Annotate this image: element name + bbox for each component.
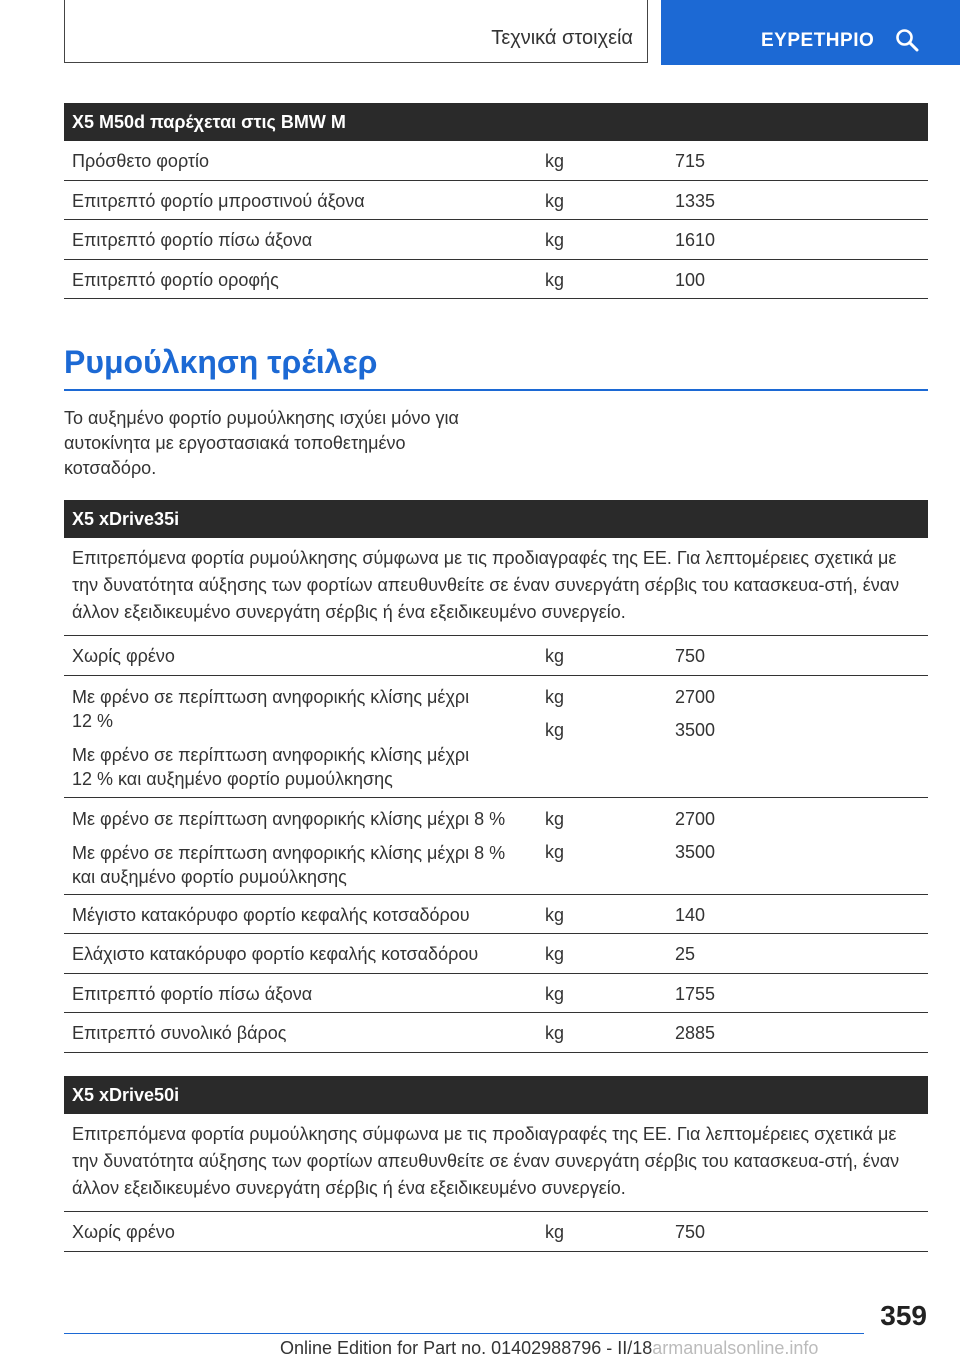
table-row — [64, 141, 928, 181]
table-row — [64, 934, 928, 974]
label-line: Με φρένο σε περίπτωση ανηφορικής κλίσης μέχρι 8 % — [72, 842, 506, 863]
row-unit: kg — [545, 230, 565, 250]
table-row — [64, 636, 928, 676]
table-row — [64, 1013, 928, 1053]
row-value: 1755 — [675, 983, 716, 1004]
table-row — [64, 181, 928, 221]
tab-index-label: ΕΥΡΕΤΗΡΙΟ — [761, 30, 875, 51]
footer-divider — [64, 1333, 864, 1334]
row-unit: kg — [545, 269, 565, 290]
unit-line: kg — [545, 841, 565, 862]
row-label: Ελάχιστο κατακόρυφο φορτίο κεφαλής κοτσαδόρου — [72, 944, 479, 964]
row-unit: kg — [545, 1222, 565, 1242]
page-number: 359 — [880, 1300, 927, 1331]
label-line: Με φρένο σε περίπτωση ανηφορικής κλίσης μέχρι 8 % — [72, 808, 506, 829]
unit-line: kg — [545, 808, 565, 829]
label-line: και αυξημένο φορτίο ρυμούλκησης — [72, 866, 347, 887]
row-value: 750 — [675, 646, 706, 666]
table-row — [64, 220, 928, 260]
row-unit: kg — [545, 190, 565, 211]
table-row — [64, 260, 928, 300]
row-label: Πρόσθετο φορτίο — [72, 151, 210, 171]
row-label: Επιτρεπτό συνολικό βάρος — [72, 1023, 287, 1043]
watermark-text: armanualsonline.info — [652, 1338, 819, 1358]
row-value: 1335 — [675, 190, 716, 211]
row-value — [675, 685, 715, 742]
footer-edition — [280, 1338, 818, 1359]
row-value: 715 — [675, 151, 706, 171]
tab-technical-data[interactable] — [64, 0, 648, 63]
row-label: Επιτρεπτό φορτίο πίσω άξονα — [72, 230, 313, 250]
row-unit: kg — [545, 983, 565, 1004]
row-value: 2885 — [675, 1023, 716, 1043]
table-row — [64, 895, 928, 935]
row-label — [72, 807, 505, 889]
table-x5-xdrive35i — [64, 500, 928, 1053]
label-line: Με φρένο σε περίπτωση ανηφορικής κλίσης μέχρι — [72, 744, 470, 765]
value-line: 2700 — [675, 808, 716, 829]
unit-line: kg — [545, 719, 565, 740]
row-unit: kg — [545, 1023, 565, 1043]
value-line: 3500 — [675, 841, 716, 862]
row-label: Επιτρεπτό φορτίο μπροστινού άξονα — [72, 190, 365, 211]
table-row — [64, 974, 928, 1014]
section-divider — [64, 389, 928, 391]
table-note: Επιτρεπόμενα φορτία ρυμούλκησης σύμφωνα με τις προδιαγραφές της ΕΕ. Για λεπτομέρειες σχετικά με την δυνατότητα αύξησης των φορτίων απευθυνθείτε σε έναν συνεργάτη σέρβις του κατασκευα-στή, έναν άλλον εξειδικευμένο συνεργάτη σέρβις ή ένα εξειδικευμένο συνεργείο. — [64, 538, 928, 636]
row-label: Επιτρεπτό φορτίο οροφής — [72, 269, 279, 290]
row-unit — [545, 807, 564, 864]
row-label: Επιτρεπτό φορτίο πίσω άξονα — [72, 983, 313, 1004]
top-navigation — [0, 0, 960, 66]
row-unit: kg — [545, 646, 565, 666]
row-label — [72, 685, 469, 791]
edition-text: Online Edition for Part no. 01402988796 - II/18 — [280, 1338, 653, 1358]
table-x5-m50d — [64, 103, 928, 299]
value-line: 3500 — [675, 719, 716, 740]
row-value — [675, 807, 715, 864]
row-value: 750 — [675, 1222, 706, 1242]
label-line: 12 % και αυξημένο φορτίο ρυμούλκησης — [72, 768, 393, 789]
table-note: Επιτρεπόμενα φορτία ρυμούλκησης σύμφωνα με τις προδιαγραφές της ΕΕ. Για λεπτομέρειες σχετικά με την δυνατότητα αύξησης των φορτίων απευθυνθείτε σε έναν συνεργάτη σέρβις του κατασκευα-στή, έναν άλλον εξειδικευμένο συνεργάτη σέρβις ή ένα εξειδικευμένο συνεργείο. — [64, 1114, 928, 1212]
table-row — [64, 1212, 928, 1252]
table-x5-xdrive50i — [64, 1076, 928, 1252]
table-row — [64, 676, 928, 798]
row-unit: kg — [545, 904, 565, 925]
section-intro: Το αυξημένο φορτίο ρυμούλκησης ισχύει μόνο για αυτοκίνητα με εργοστασιακά τοποθετημένο κοτσαδόρο. — [64, 408, 459, 478]
row-value: 100 — [675, 269, 706, 290]
row-unit: kg — [545, 151, 565, 171]
table-header: X5 xDrive35i — [64, 500, 928, 538]
tab-index[interactable] — [661, 0, 960, 65]
label-line: 12 % — [72, 710, 114, 731]
row-label: Χωρίς φρένο — [72, 646, 175, 666]
table-row — [64, 798, 928, 895]
row-label: Χωρίς φρένο — [72, 1222, 175, 1242]
unit-line: kg — [545, 686, 565, 707]
label-line: Με φρένο σε περίπτωση ανηφορικής κλίσης μέχρι — [72, 686, 470, 707]
row-unit: kg — [545, 944, 565, 964]
value-line: 2700 — [675, 686, 716, 707]
row-unit — [545, 685, 564, 742]
row-value: 1610 — [675, 230, 716, 250]
row-value: 140 — [675, 904, 706, 925]
table-header: X5 M50d παρέχεται στις BMW M — [64, 103, 928, 141]
tab-technical-data-label: Τεχνικά στοιχεία — [491, 27, 633, 49]
row-value: 25 — [675, 944, 696, 964]
section-title: Ρυμούλκηση τρέιλερ — [64, 344, 378, 380]
table-header: X5 xDrive50i — [64, 1076, 928, 1114]
search-icon[interactable] — [895, 28, 919, 52]
row-label: Μέγιστο κατακόρυφο φορτίο κεφαλής κοτσαδόρου — [72, 904, 470, 925]
